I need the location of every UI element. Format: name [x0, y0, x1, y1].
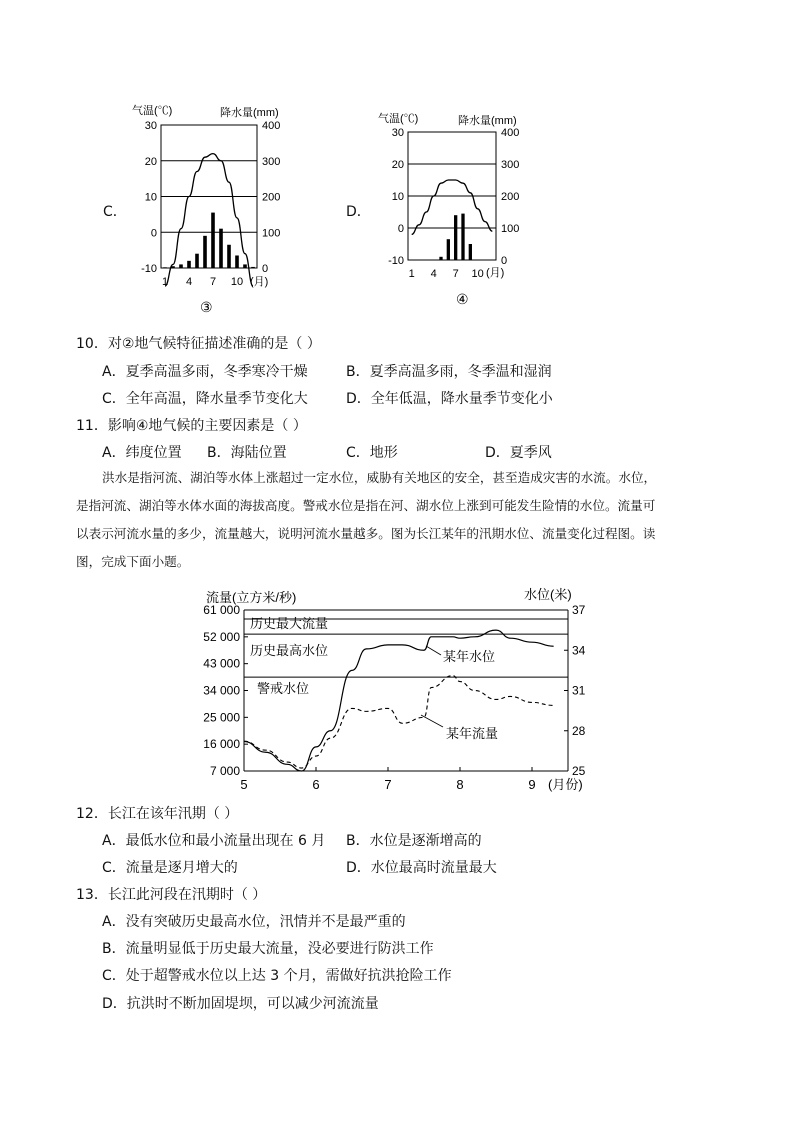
- temp-tick-label: 20: [391, 159, 404, 171]
- option-d-label: D．: [346, 204, 371, 220]
- passage-line: 图，完成下面小题。: [76, 554, 190, 569]
- precip-bar: [187, 261, 191, 268]
- precip-bar: [163, 267, 167, 268]
- flow-tick-label: 61 000: [203, 603, 240, 617]
- temp-tick-label: 30: [391, 127, 404, 139]
- precip-bar: [454, 215, 457, 260]
- month-tick-label: 7: [384, 777, 392, 792]
- precip-tick-label: 200: [501, 191, 520, 203]
- passage-line: 以表示河流水量的多少，流量越大，说明河流水量越多。图为长江某年的汛期水位、流量变化过程图。读: [76, 526, 656, 541]
- q11-stem: 11．影响④地气候的主要因素是（ ）: [76, 418, 307, 434]
- passage: [76, 464, 726, 576]
- precip-tick-label: 400: [501, 127, 520, 139]
- precip-tick-label: 100: [501, 223, 520, 235]
- precip-tick-label: 300: [501, 159, 520, 171]
- month-tick-label: 7: [452, 268, 459, 280]
- temp-tick-label: 0: [397, 223, 404, 235]
- precip-bar: [179, 264, 183, 268]
- q13-option-d[interactable]: D．抗洪时不断加固堤坝，可以减少河流流量: [102, 996, 379, 1012]
- precip-bar: [195, 254, 199, 268]
- x-unit: (月): [486, 267, 505, 279]
- q13-stem: 13．长江此河段在汛期时（ ）: [76, 887, 267, 903]
- temp-tick-label: 20: [144, 155, 157, 168]
- q11-option-d[interactable]: D．夏季风: [485, 445, 552, 461]
- climate-chart-d: [372, 104, 532, 312]
- q13-option-a[interactable]: A．没有突破历史最高水位，汛情并不是最严重的: [102, 914, 406, 930]
- precip-bar: [211, 213, 215, 268]
- temp-tick-label: -10: [388, 255, 404, 267]
- level-tick-label: 31: [572, 683, 586, 698]
- q13-option-c[interactable]: C．处于超警戒水位以上达 3 个月，需做好抗洪抢险工作: [102, 968, 452, 984]
- chart-number: ③: [200, 299, 213, 315]
- month-tick-label: 4: [185, 276, 193, 288]
- precip-tick-label: 0: [262, 263, 269, 275]
- q10-option-a[interactable]: A．夏季高温多雨，冬季寒冷干燥: [102, 364, 308, 380]
- precip-bar: [439, 257, 442, 260]
- month-tick-label: 7: [209, 276, 217, 288]
- q11-option-c[interactable]: C．地形: [346, 445, 398, 461]
- q11-option-b[interactable]: B．海陆位置: [207, 445, 287, 461]
- precip-tick-label: 200: [262, 191, 281, 204]
- flow-leader-line: [421, 715, 443, 727]
- precip-bar: [227, 245, 231, 268]
- flow-tick-label: 25 000: [203, 710, 240, 725]
- q11-option-a[interactable]: A．纬度位置: [102, 445, 182, 461]
- precip-tick-label: 0: [501, 255, 508, 267]
- temp-tick-label: 10: [391, 191, 404, 203]
- month-tick-label: 4: [430, 268, 437, 280]
- flow-tick-label: 34 000: [203, 683, 240, 698]
- precip-bar: [203, 236, 207, 268]
- precip-tick-label: 300: [262, 155, 281, 168]
- precip-bar: [461, 214, 464, 260]
- right-axis-title: 水位(米): [524, 587, 572, 602]
- q10-option-d[interactable]: D．全年低温，降水量季节变化小: [346, 391, 553, 407]
- flow-tick-label: 16 000: [203, 737, 240, 752]
- level-tick-label: 37: [572, 603, 586, 617]
- level-leader-line: [426, 646, 441, 655]
- x-unit: (月): [250, 276, 269, 288]
- month-tick-label: 8: [456, 777, 464, 792]
- q12-option-c[interactable]: C．流量是逐月增大的: [102, 860, 238, 876]
- q13-option-b[interactable]: B．流量明显低于历史最大流量，没必要进行防洪工作: [102, 941, 434, 957]
- left-axis-title: 气温(℃): [378, 113, 419, 125]
- temp-tick-label: -10: [141, 263, 157, 275]
- flow-series-label: 某年流量: [446, 726, 499, 741]
- precip-tick-label: 400: [262, 120, 281, 132]
- warning-level-label: 警戒水位: [257, 681, 310, 696]
- max-level-label: 历史最高水位: [250, 643, 329, 658]
- precip-bar: [447, 239, 450, 260]
- level-series-label: 某年水位: [443, 649, 496, 664]
- month-tick-label: 1: [161, 276, 169, 288]
- q10-option-c[interactable]: C．全年高温，降水量季节变化大: [102, 391, 308, 407]
- q12-stem: 12．长江在该年汛期（ ）: [76, 806, 239, 822]
- right-axis-title: 降水量(mm): [458, 115, 517, 127]
- month-tick-label: 9: [528, 777, 536, 792]
- level-tick-label: 34: [572, 643, 586, 658]
- q12-option-d[interactable]: D．水位最高时流量最大: [346, 860, 497, 876]
- flow-tick-label: 43 000: [203, 656, 240, 671]
- flood-chart: [196, 584, 616, 796]
- month-tick-label: 6: [312, 777, 320, 792]
- climate-chart-c: [128, 98, 293, 318]
- right-axis-title: 降水量(mm): [220, 107, 279, 119]
- level-tick-label: 25: [572, 764, 586, 778]
- left-axis-title: 流量(立方米/秒): [206, 590, 297, 605]
- chart-number: ④: [456, 291, 469, 307]
- x-unit: (月份): [548, 777, 583, 792]
- q12-option-a[interactable]: A．最低水位和最小流量出现在 6 月: [102, 833, 326, 849]
- temp-tick-label: 30: [144, 120, 157, 132]
- temp-tick-label: 0: [150, 227, 157, 240]
- temperature-curve: [165, 154, 253, 286]
- flow-tick-label: 52 000: [203, 629, 240, 644]
- temperature-curve: [412, 180, 493, 234]
- level-tick-label: 28: [572, 723, 586, 738]
- passage-line: 洪水是指河流、湖泊等水体上涨超过一定水位，威胁有关地区的安全，甚至造成灾害的水流。水位，: [102, 470, 657, 485]
- q12-option-b[interactable]: B．水位是逐渐增高的: [346, 833, 482, 849]
- q10-option-b[interactable]: B．夏季高温多雨，冬季温和湿润: [346, 364, 552, 380]
- q10-stem: 10．对②地气候特征描述准确的是（ ）: [76, 336, 321, 352]
- precip-bar: [243, 264, 247, 268]
- passage-line: 是指河流、湖泊等水体水面的海拔高度。警戒水位是指在河、湖水位上涨到可能发生险情的水位。流量可: [76, 498, 656, 513]
- option-c-label: C．: [103, 204, 127, 220]
- precip-bar: [251, 267, 255, 268]
- month-tick-label: 1: [408, 268, 415, 280]
- max-flow-label: 历史最大流量: [250, 616, 329, 631]
- precip-bar: [469, 244, 472, 260]
- precip-tick-label: 100: [262, 227, 281, 240]
- month-tick-label: 10: [471, 268, 484, 280]
- flow-tick-label: 7 000: [209, 764, 240, 778]
- left-axis-title: 气温(℃): [132, 105, 173, 117]
- precip-bar: [219, 229, 223, 268]
- month-tick-label: 10: [230, 276, 244, 288]
- precip-bar: [235, 255, 239, 268]
- month-tick-label: 5: [240, 777, 248, 792]
- temp-tick-label: 10: [144, 191, 157, 204]
